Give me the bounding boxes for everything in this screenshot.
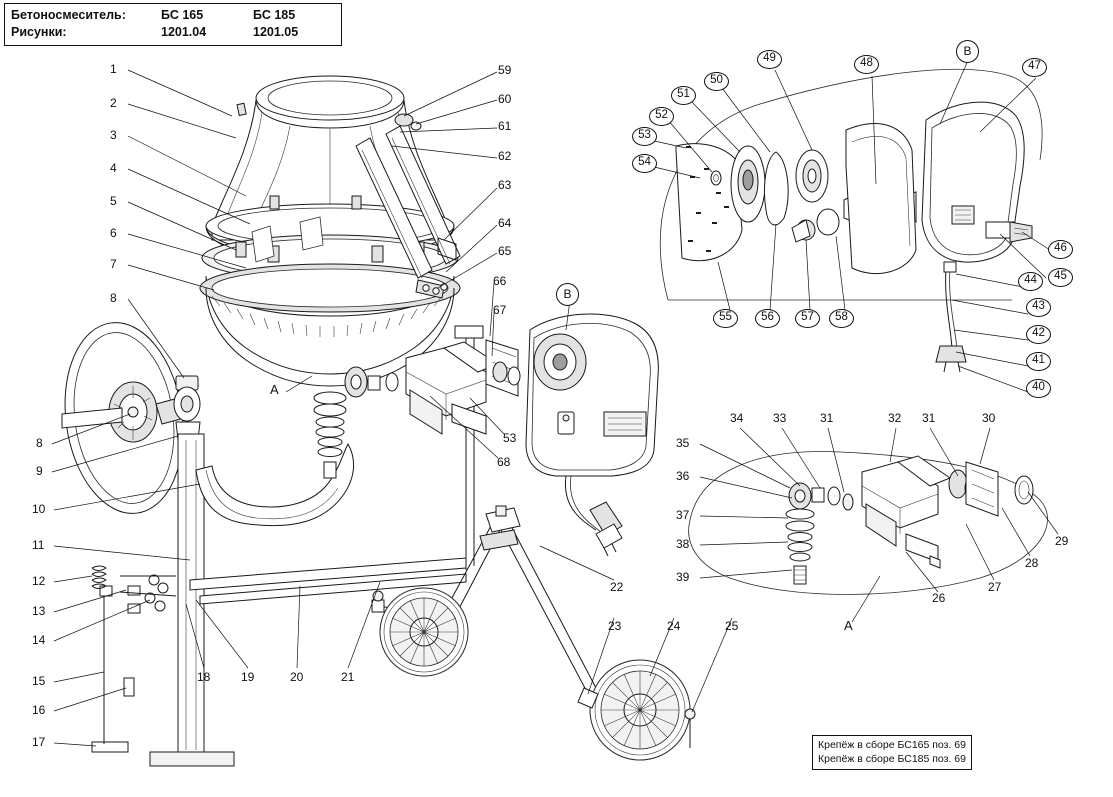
callout-9: 9 (36, 464, 43, 478)
title-block-model-bs185: БС 185 (253, 8, 296, 22)
callout-40-circled: 40 (1026, 379, 1051, 398)
callout-12: 12 (32, 574, 46, 588)
callout-65: 65 (498, 244, 512, 258)
fastener-note-line-1: Крепёж в сборе БС165 поз. 69 (818, 739, 966, 751)
callout-22: 22 (610, 580, 624, 594)
callout-26: 26 (932, 591, 946, 605)
callout-44-circled: 44 (1018, 272, 1043, 291)
callout-27: 27 (988, 580, 1002, 594)
callout-2: 2 (110, 96, 117, 110)
callout-52-circled: 52 (649, 107, 674, 126)
callout-3: 3 (110, 128, 117, 142)
callout-38: 38 (676, 537, 690, 551)
callout-19: 19 (241, 670, 255, 684)
callout-62: 62 (498, 149, 512, 163)
callout-53-motor: 53 (503, 431, 517, 445)
title-block-label-drawings: Рисунки: (11, 25, 67, 39)
callout-25: 25 (725, 619, 739, 633)
detail-letter-b-topright: B (956, 40, 979, 63)
callout-35: 35 (676, 436, 690, 450)
callout-6: 6 (110, 226, 117, 240)
callout-57-circled: 57 (795, 309, 820, 328)
title-block (4, 3, 342, 46)
callout-42-circled: 42 (1026, 325, 1051, 344)
callout-16: 16 (32, 703, 46, 717)
callout-53-circled: 53 (632, 127, 657, 146)
title-block-row-model (11, 7, 333, 24)
callout-13: 13 (32, 604, 46, 618)
callout-4: 4 (110, 161, 117, 175)
callout-31-left: 31 (820, 411, 834, 425)
callout-43-circled: 43 (1026, 298, 1051, 317)
callout-56-circled: 56 (755, 309, 780, 328)
callout-34: 34 (730, 411, 744, 425)
detail-letter-b-motor: B (556, 283, 579, 306)
callout-30: 30 (982, 411, 996, 425)
callout-58-circled: 58 (829, 309, 854, 328)
callout-24: 24 (667, 619, 681, 633)
callout-45-circled: 45 (1048, 268, 1073, 287)
callout-59: 59 (498, 63, 512, 77)
section-letter-a-detail: A (844, 618, 853, 633)
callout-68: 68 (497, 455, 511, 469)
callout-14: 14 (32, 633, 46, 647)
callout-55-circled: 55 (713, 309, 738, 328)
callout-66: 66 (493, 274, 507, 288)
callout-33: 33 (773, 411, 787, 425)
callout-39: 39 (676, 570, 690, 584)
callout-23: 23 (608, 619, 622, 633)
fastener-note-block (812, 735, 972, 770)
callout-11: 11 (32, 538, 45, 552)
callout-18: 18 (197, 670, 211, 684)
callout-64: 64 (498, 216, 512, 230)
callout-10: 10 (32, 502, 46, 516)
callout-21: 21 (341, 670, 355, 684)
title-block-label-machine: Бетоносмеситель: (11, 8, 126, 22)
callout-15: 15 (32, 674, 46, 688)
callout-47-circled: 47 (1022, 58, 1047, 77)
callout-37: 37 (676, 508, 690, 522)
callout-48-circled: 48 (854, 55, 879, 74)
callout-8-upper: 8 (110, 291, 117, 305)
callout-31-right: 31 (922, 411, 936, 425)
callout-17: 17 (32, 735, 46, 749)
callout-67: 67 (493, 303, 507, 317)
callout-63: 63 (498, 178, 512, 192)
callout-41-circled: 41 (1026, 352, 1051, 371)
title-block-drawing-1201-04: 1201.04 (161, 25, 207, 39)
callout-49-circled: 49 (757, 50, 782, 69)
callout-28: 28 (1025, 556, 1039, 570)
title-block-row-drawings (11, 24, 333, 41)
callout-32: 32 (888, 411, 902, 425)
callout-60: 60 (498, 92, 512, 106)
title-block-drawing-1201-05: 1201.05 (253, 25, 299, 39)
callout-50-circled: 50 (704, 72, 729, 91)
fastener-note-line-2: Крепёж в сборе БС185 поз. 69 (818, 753, 966, 765)
callout-46-circled: 46 (1048, 240, 1073, 259)
callout-8-lower: 8 (36, 436, 43, 450)
callout-36: 36 (676, 469, 690, 483)
callout-5: 5 (110, 194, 117, 208)
callout-29: 29 (1055, 534, 1069, 548)
callout-1: 1 (110, 62, 117, 76)
callout-51-circled: 51 (671, 86, 696, 105)
callout-20: 20 (290, 670, 304, 684)
callout-7: 7 (110, 257, 117, 271)
callout-61: 61 (498, 119, 512, 133)
title-block-model-bs165: БС 165 (161, 8, 204, 22)
section-letter-a-main: A (270, 382, 279, 397)
callout-54-circled: 54 (632, 154, 657, 173)
